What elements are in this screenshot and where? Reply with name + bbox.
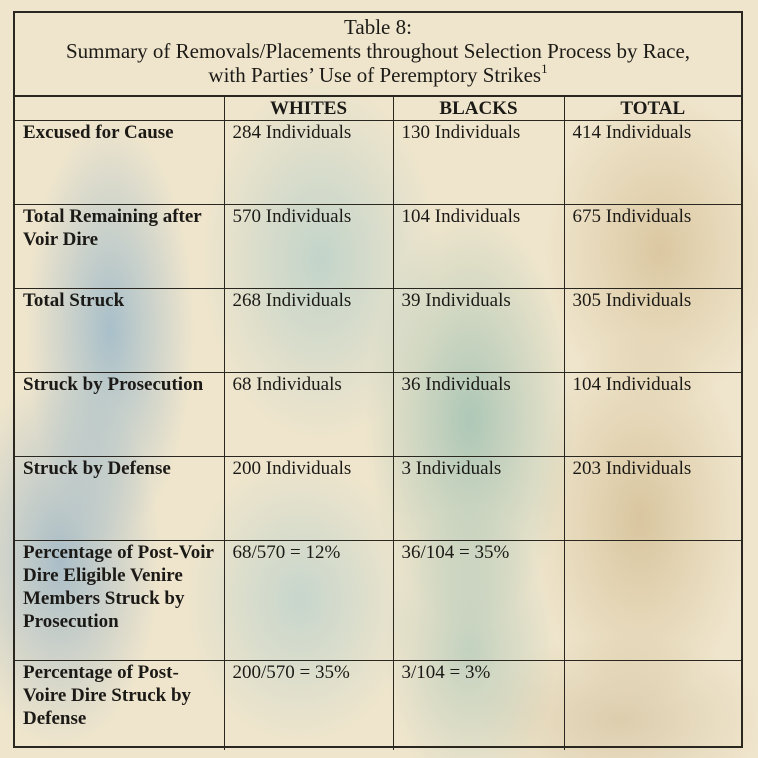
cell-total: 675 Individuals	[564, 205, 741, 289]
cell-total: 203 Individuals	[564, 457, 741, 541]
table-title	[15, 13, 741, 95]
cell-whites: 200/570 = 35%	[224, 661, 393, 750]
cell-whites: 570 Individuals	[224, 205, 393, 289]
footnote-marker: 1	[541, 61, 548, 76]
table-row	[15, 541, 741, 661]
row-label: Total Remaining after Voir Dire	[15, 205, 224, 289]
corner-cell	[15, 96, 224, 121]
row-label: Total Struck	[15, 289, 224, 373]
row-label: Struck by Prosecution	[15, 373, 224, 457]
table-row	[15, 373, 741, 457]
row-label: Excused for Cause	[15, 121, 224, 205]
cell-blacks: 3 Individuals	[393, 457, 564, 541]
table-row	[15, 661, 741, 750]
table-subtitle-line	[15, 63, 741, 87]
cell-total: 305 Individuals	[564, 289, 741, 373]
column-header-total: TOTAL	[564, 96, 741, 121]
cell-whites: 68 Individuals	[224, 373, 393, 457]
row-label: Struck by Defense	[15, 457, 224, 541]
cell-total: 104 Individuals	[564, 373, 741, 457]
cell-whites: 268 Individuals	[224, 289, 393, 373]
column-header-blacks: BLACKS	[393, 96, 564, 121]
table-number: Table 8:	[344, 15, 412, 39]
cell-whites: 68/570 = 12%	[224, 541, 393, 661]
data-table	[15, 95, 741, 750]
cell-total: 414 Individuals	[564, 121, 741, 205]
table-title-line: Summary of Removals/Placements throughout Selection Process by Race,	[65, 39, 691, 63]
cell-blacks: 3/104 = 3%	[393, 661, 564, 750]
column-header-whites: WHITES	[224, 96, 393, 121]
table-row	[15, 289, 741, 373]
cell-total	[564, 661, 741, 750]
cell-blacks: 104 Individuals	[393, 205, 564, 289]
row-label: Percentage of Post-Voir Dire Eligible Venire Members Struck by Prosecution	[15, 541, 224, 661]
cell-whites: 284 Individuals	[224, 121, 393, 205]
cell-blacks: 36/104 = 35%	[393, 541, 564, 661]
row-label: Percentage of Post-Voire Dire Struck by Defense	[15, 661, 224, 750]
table-subtitle-text: with Parties’ Use of Peremptory Strikes	[208, 63, 542, 87]
cell-total	[564, 541, 741, 661]
cell-whites: 200 Individuals	[224, 457, 393, 541]
table-row	[15, 121, 741, 205]
cell-blacks: 36 Individuals	[393, 373, 564, 457]
table-row	[15, 457, 741, 541]
header-row	[15, 96, 741, 121]
table-row	[15, 205, 741, 289]
cell-blacks: 130 Individuals	[393, 121, 564, 205]
cell-blacks: 39 Individuals	[393, 289, 564, 373]
